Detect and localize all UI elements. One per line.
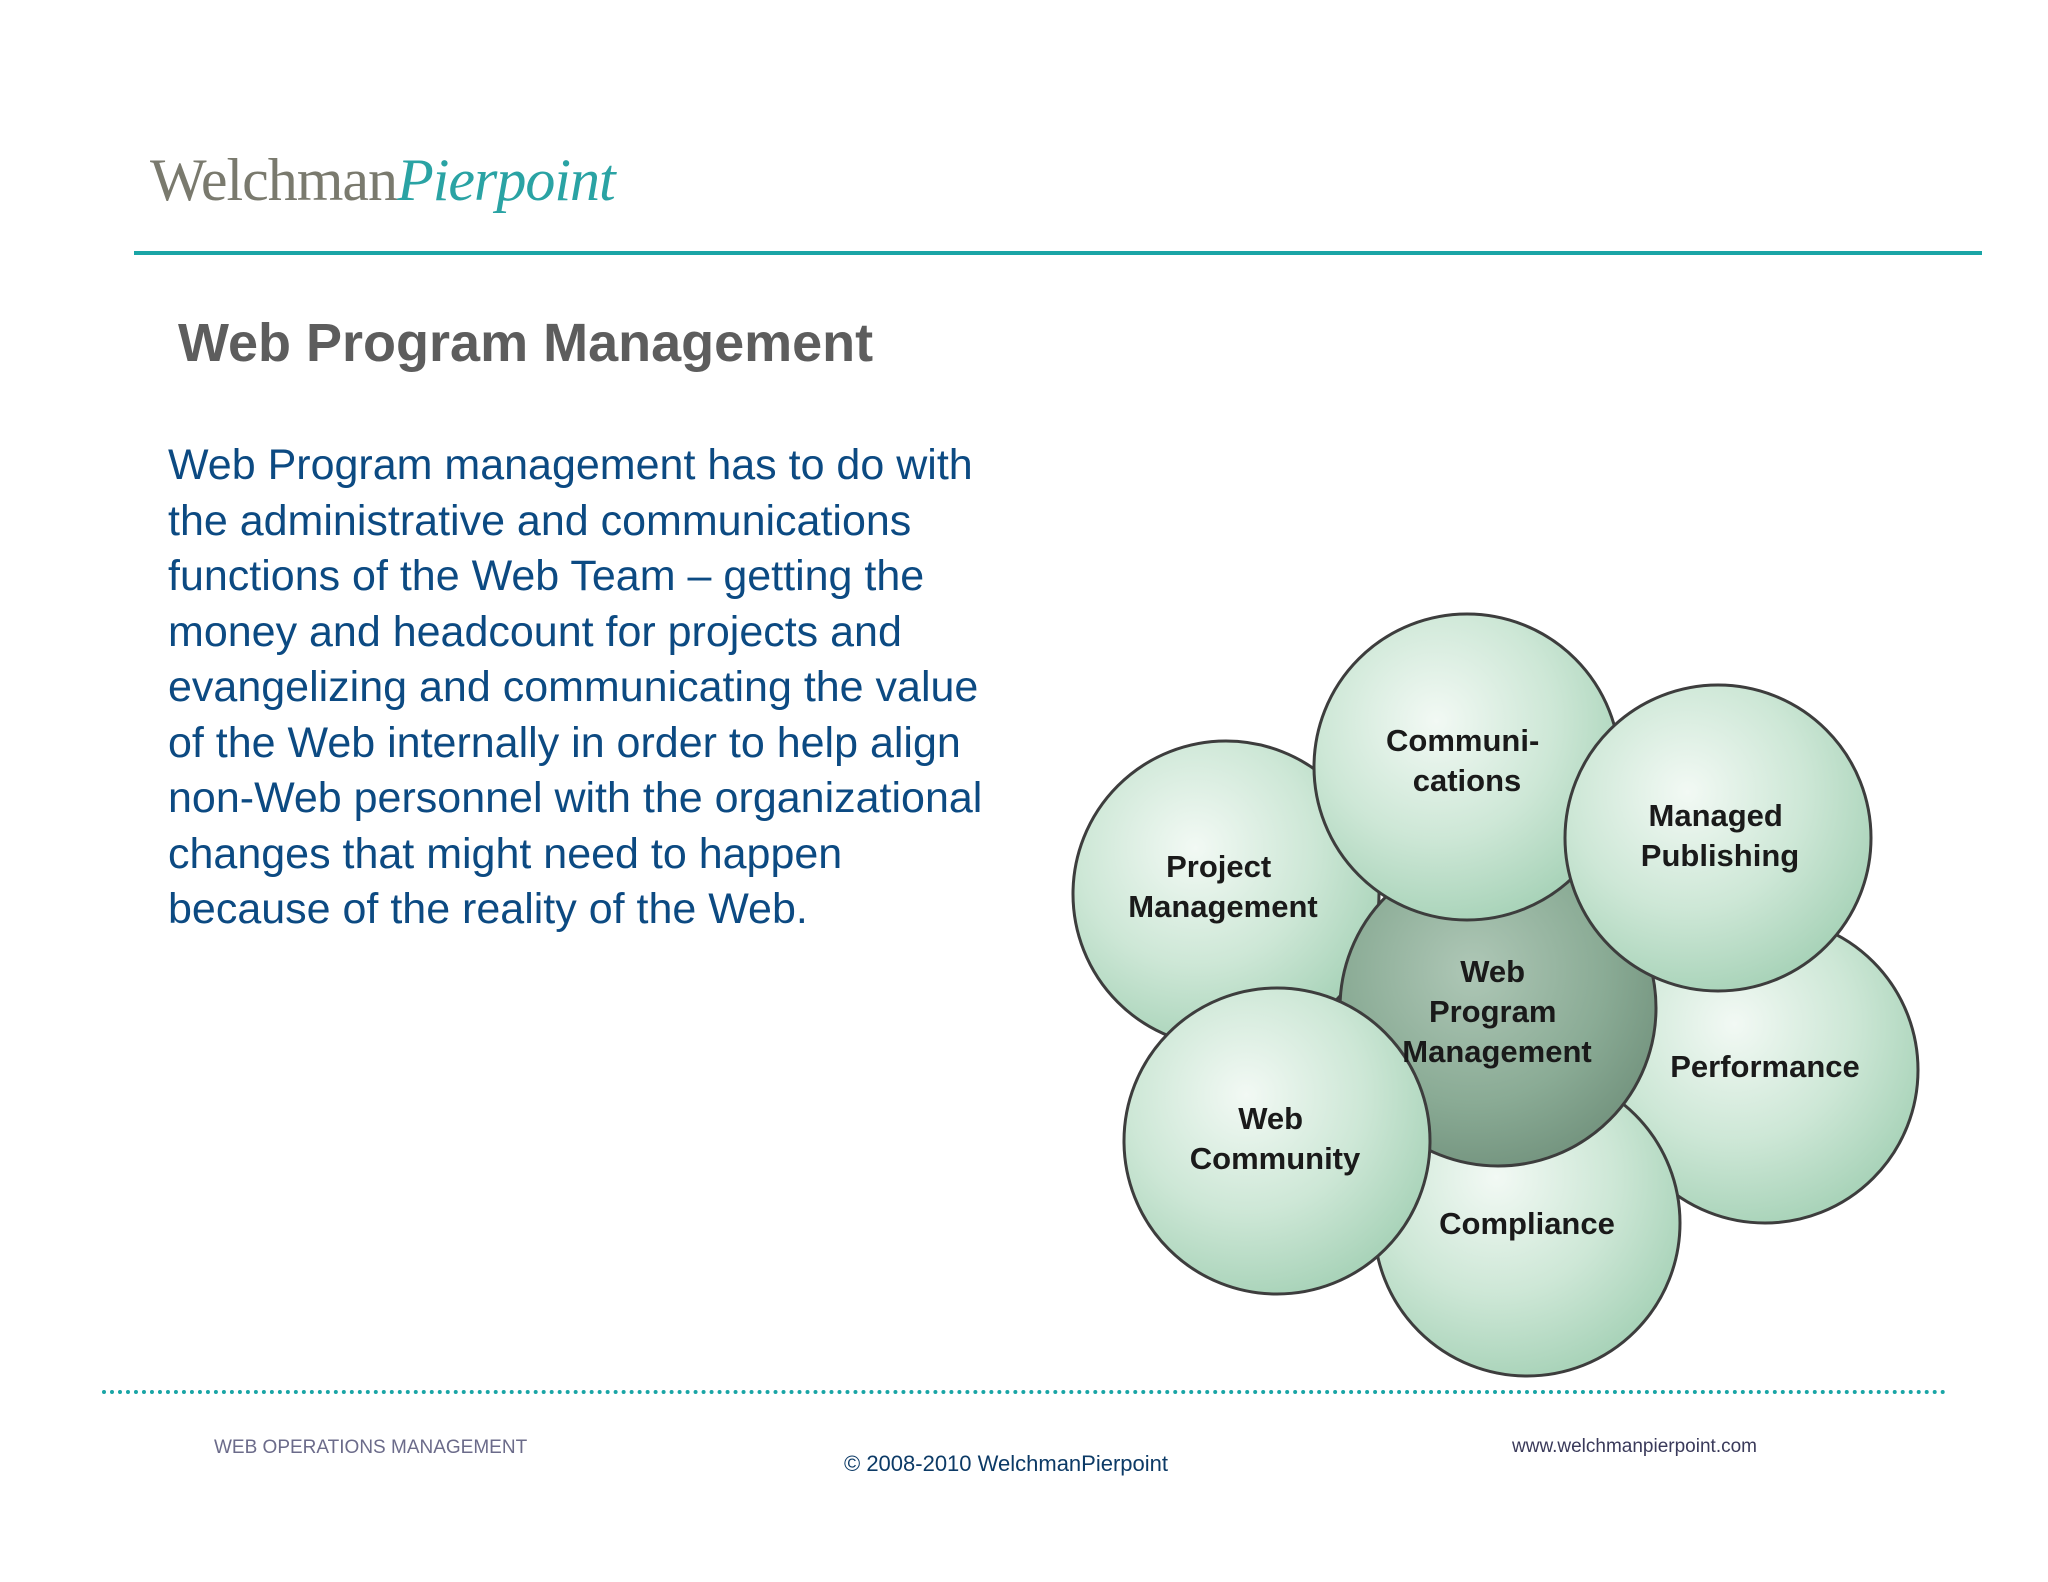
label-line: Web (1460, 954, 1526, 989)
body-line: because of the reality of the Web. (168, 885, 808, 933)
body-line: money and headcount for projects and (168, 607, 902, 656)
label-line: Program (1428, 994, 1557, 1029)
label-line: Publishing (1640, 838, 1800, 873)
label-line: Compliance (1439, 1206, 1615, 1241)
body-line: the administrative and communications (168, 496, 912, 545)
footer-course-title: WEB OPERATIONS MANAGEMENT (214, 1437, 528, 1458)
body-line: changes that might need to happen (168, 829, 843, 878)
body-line: Web Program management has to do with (168, 441, 973, 489)
label-line: Project (1166, 849, 1272, 884)
label-performance (1670, 1049, 1860, 1084)
slide-title: Web Program Management (178, 313, 874, 373)
label-line: cations (1412, 763, 1522, 798)
label-line: Performance (1670, 1049, 1860, 1084)
company-logo (150, 147, 615, 213)
label-line: Management (1128, 889, 1318, 924)
body-line: of the Web internally in order to help align (168, 718, 961, 767)
body-line: evangelizing and communicating the value (168, 663, 979, 711)
footer-divider (102, 1390, 1947, 1394)
label-line: Web (1238, 1101, 1304, 1136)
logo-welchman: Welchman (150, 147, 398, 213)
label-line: Managed (1648, 798, 1783, 833)
diagram-svg (1060, 590, 1930, 1390)
label-compliance (1439, 1206, 1615, 1241)
label-line: Communi- (1386, 723, 1540, 758)
web-program-diagram (1060, 590, 1930, 1390)
footer-website: www.welchmanpierpoint.com (1512, 1436, 1757, 1457)
body-line: functions of the Web Team – getting the (168, 552, 925, 600)
footer-copyright: © 2008-2010 WelchmanPierpoint (844, 1451, 1168, 1476)
label-line: Management (1402, 1034, 1592, 1069)
header-divider (134, 251, 1982, 255)
label-line: Community (1189, 1141, 1361, 1176)
logo-pierpoint: Pierpoint (397, 147, 615, 213)
body-line: non-Web personnel with the organizational (168, 774, 983, 822)
slide-body-text (168, 438, 1068, 938)
